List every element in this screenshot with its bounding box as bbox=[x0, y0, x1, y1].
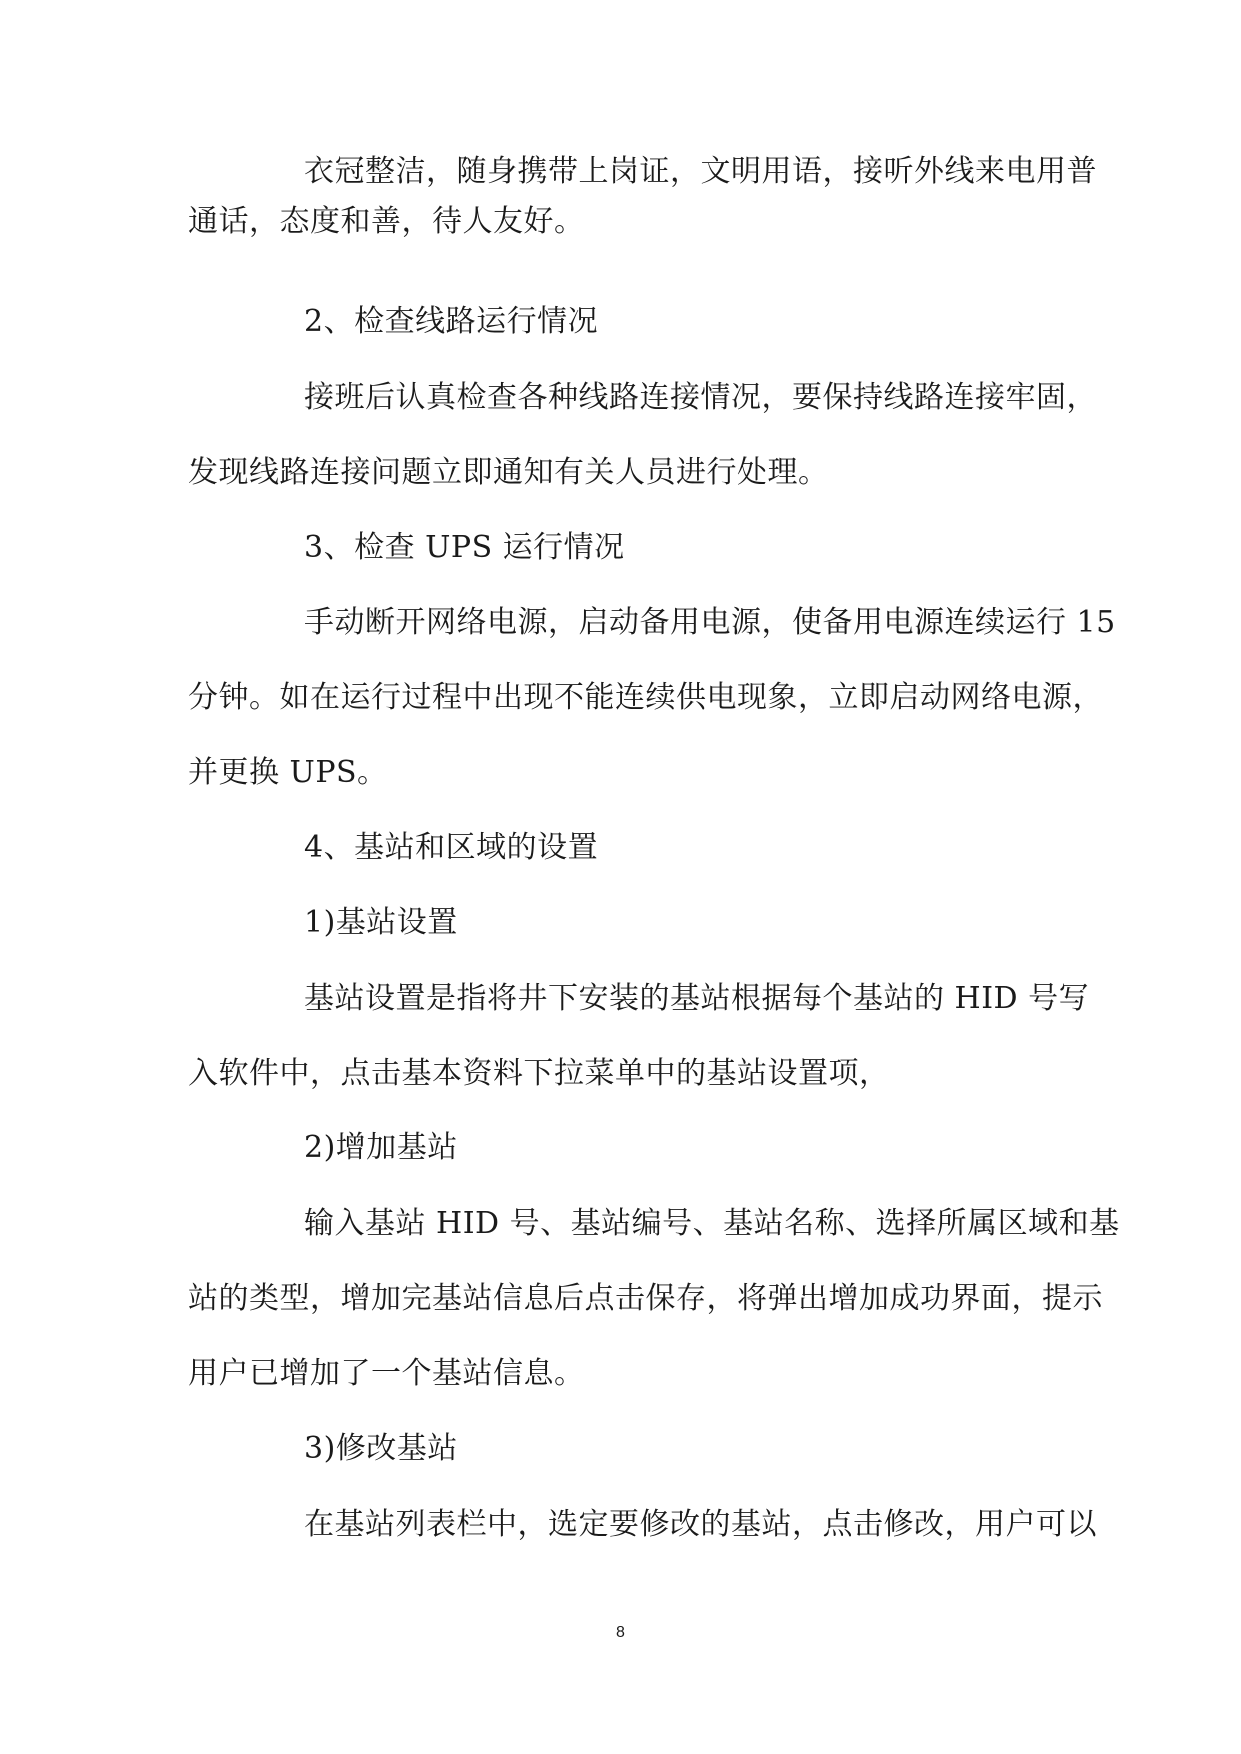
paragraph-line: 通话，态度和善，待人友好。 bbox=[188, 204, 585, 239]
paragraph-line: 分钟。如在运行过程中出现不能连续供电现象，立即启动网络电源， bbox=[188, 680, 1103, 715]
page-number: 8 bbox=[616, 1624, 625, 1641]
paragraph-line: 接班后认真检查各种线路连接情况，要保持线路连接牢固， bbox=[304, 380, 1097, 415]
paragraph-line: 输入基站 HID 号、基站编号、基站名称、选择所属区域和基 bbox=[304, 1206, 1120, 1241]
paragraph-line: 入软件中，点击基本资料下拉菜单中的基站设置项， bbox=[188, 1056, 890, 1091]
section-heading: 3、检查 UPS 运行情况 bbox=[304, 530, 625, 565]
paragraph-line: 发现线路连接问题立即通知有关人员进行处理。 bbox=[188, 455, 829, 490]
section-heading: 2、检查线路运行情况 bbox=[304, 304, 599, 339]
paragraph-line: 基站设置是指将井下安装的基站根据每个基站的 HID 号写 bbox=[304, 981, 1090, 1016]
subsection-heading: 3)修改基站 bbox=[304, 1431, 458, 1466]
paragraph-line: 手动断开网络电源，启动备用电源，使备用电源连续运行 15 bbox=[304, 605, 1116, 640]
paragraph-line: 衣冠整洁，随身携带上岗证，文明用语，接听外线来电用普 bbox=[304, 154, 1097, 189]
section-heading: 4、基站和区域的设置 bbox=[304, 830, 599, 865]
paragraph-line: 用户已增加了一个基站信息。 bbox=[188, 1356, 585, 1391]
paragraph-line: 站的类型，增加完基站信息后点击保存，将弹出增加成功界面，提示 bbox=[188, 1281, 1103, 1316]
subsection-heading: 1)基站设置 bbox=[304, 905, 458, 940]
paragraph-line: 并更换 UPS。 bbox=[188, 755, 388, 790]
paragraph-line: 在基站列表栏中，选定要修改的基站，点击修改，用户可以 bbox=[304, 1507, 1097, 1542]
subsection-heading: 2)增加基站 bbox=[304, 1130, 458, 1165]
